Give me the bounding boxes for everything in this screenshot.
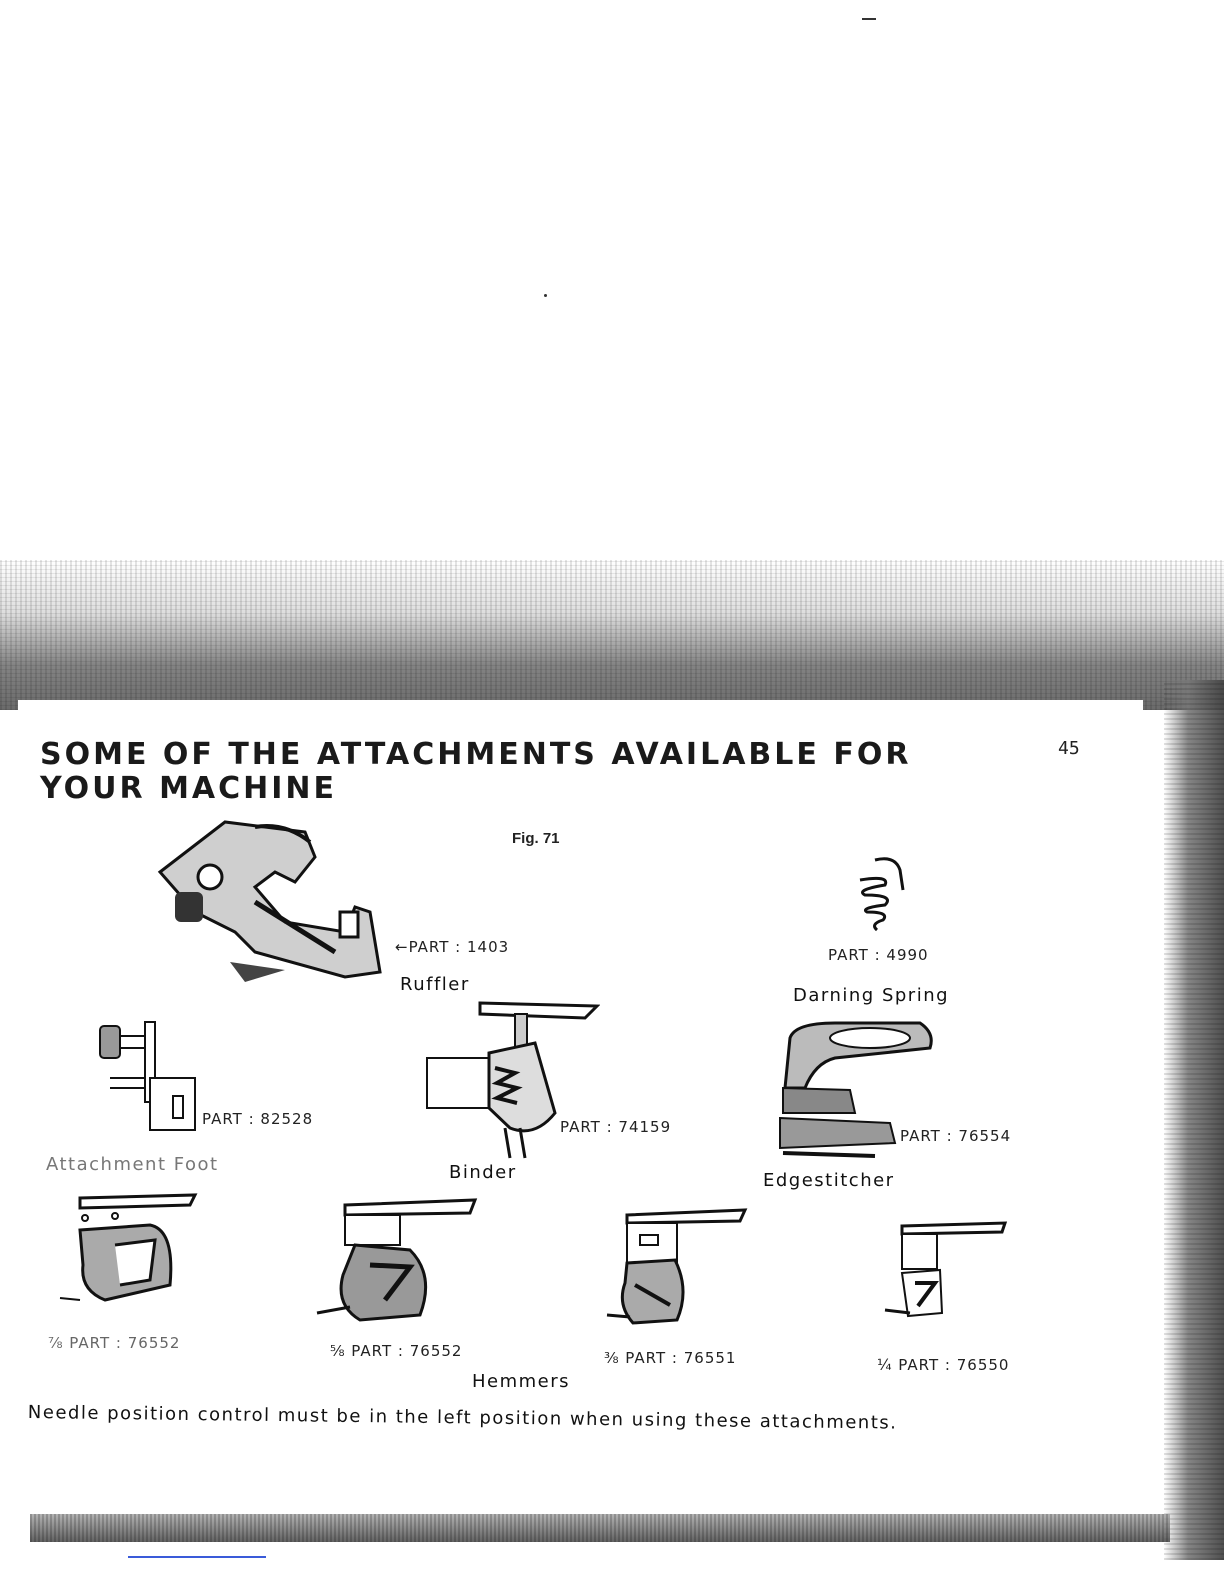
edgestitcher-label: Edgestitcher <box>763 1170 895 1191</box>
page-title <box>40 738 960 806</box>
attachment-foot-part-number: PART : 82528 <box>202 1110 314 1128</box>
hemmer-illustration-3 <box>605 1205 750 1335</box>
ruffler-illustration <box>155 812 390 990</box>
figure-label: Fig. 71 <box>512 830 560 847</box>
darning-spring-part-number: PART : 4990 <box>828 946 929 964</box>
hemmer-illustration-1 <box>55 1190 200 1320</box>
attachment-foot-illustration <box>95 1018 200 1133</box>
page-number: 45 <box>1058 738 1080 759</box>
binder-illustration <box>425 998 600 1163</box>
hemmers-label: Hemmers <box>472 1371 571 1392</box>
hemmer-4-part-number: ¼ PART : 76550 <box>877 1356 1010 1374</box>
title-line-1: SOME OF THE ATTACHMENTS AVAILABLE FOR <box>40 737 912 772</box>
binder-part-number: PART : 74159 <box>560 1118 672 1136</box>
hemmer-illustration-2 <box>315 1195 480 1335</box>
title-line-2: YOUR MACHINE <box>40 771 338 806</box>
scan-bottom-edge <box>30 1514 1170 1542</box>
darning-spring-label: Darning Spring <box>793 985 950 1006</box>
hemmer-1-part-number: ⅞ PART : 76552 <box>48 1334 181 1352</box>
edgestitcher-part-number: PART : 76554 <box>900 1127 1012 1145</box>
hemmer-illustration-4 <box>880 1218 1010 1338</box>
attachment-foot-label: Attachment Foot <box>46 1154 219 1175</box>
binder-label: Binder <box>449 1162 517 1183</box>
usage-note: Needle position control must be in the left position when using these attachments. <box>27 1402 898 1434</box>
darning-spring-illustration <box>845 850 915 935</box>
ruffler-part-number: ←PART : 1403 <box>395 938 510 956</box>
scan-right-edge <box>1164 680 1224 1560</box>
underline-mark <box>128 1556 266 1558</box>
ruffler-label: Ruffler <box>400 974 470 995</box>
scan-speck <box>862 18 876 20</box>
scan-speck <box>544 294 547 297</box>
hemmer-2-part-number: ⅝ PART : 76552 <box>330 1342 463 1360</box>
hemmer-3-part-number: ⅜ PART : 76551 <box>604 1349 737 1367</box>
scan-noise-band <box>0 560 1224 710</box>
